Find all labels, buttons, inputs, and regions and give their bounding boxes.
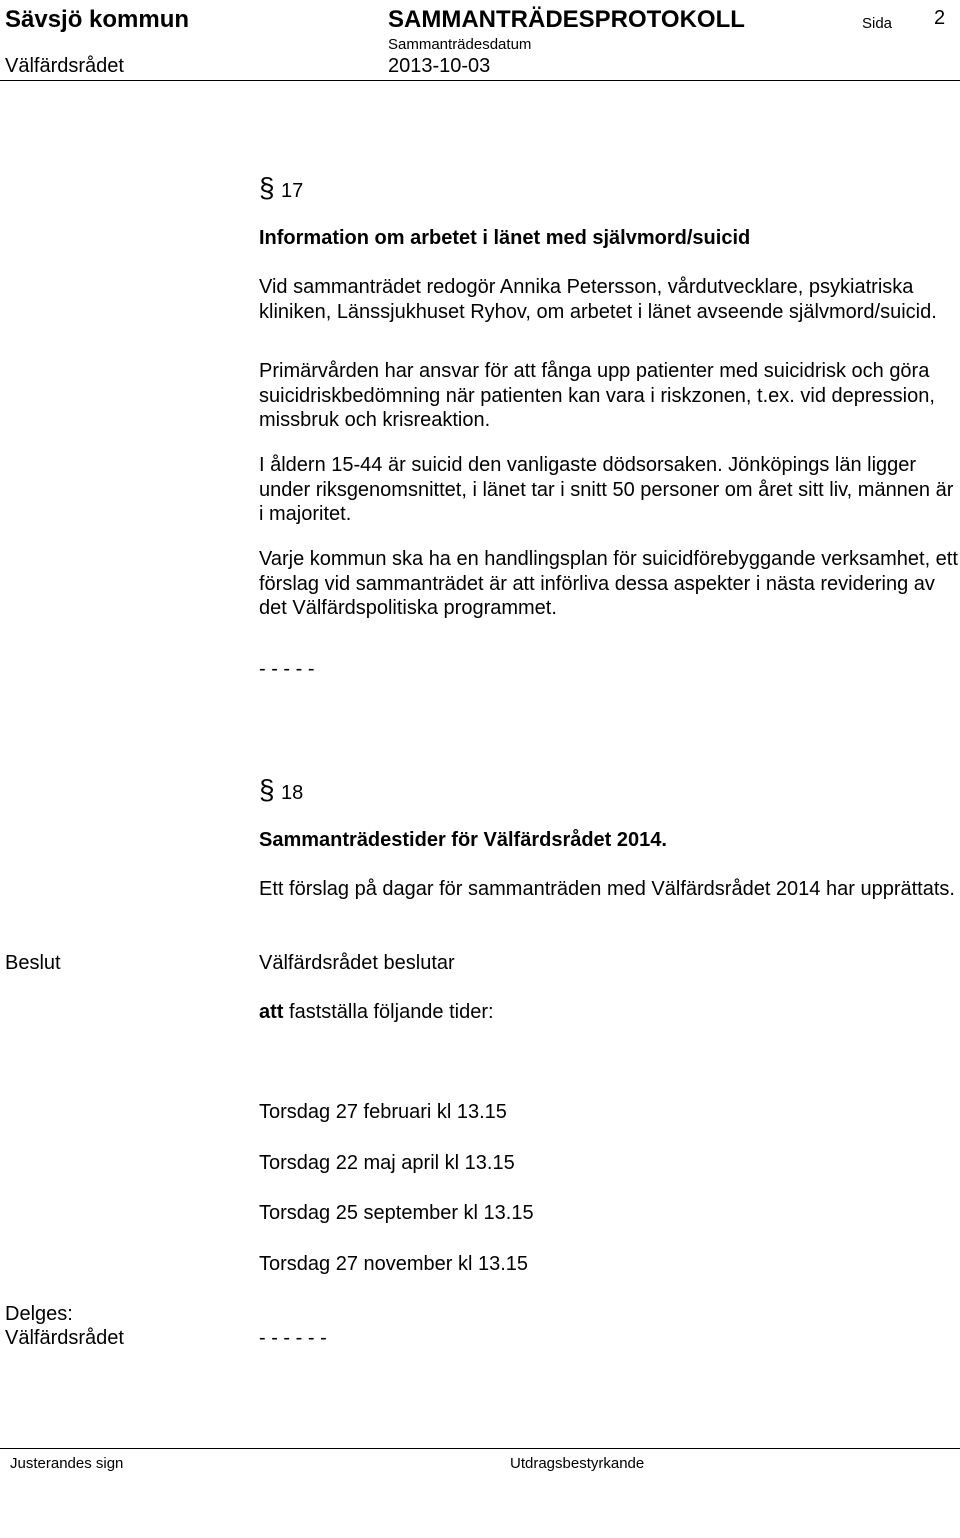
section-18-heading: Sammanträdestider för Välfärdsrådet 2014. bbox=[259, 829, 667, 851]
section-symbol: § bbox=[259, 172, 275, 203]
meeting-date-item: Torsdag 27 februari kl 13.15 bbox=[259, 1101, 507, 1123]
header-rule bbox=[0, 80, 960, 81]
meeting-date-item: Torsdag 25 september kl 13.15 bbox=[259, 1202, 534, 1224]
decision-label: Beslut bbox=[5, 952, 61, 974]
meeting-date: 2013-10-03 bbox=[388, 55, 491, 77]
att-text: fastställa följande tider: bbox=[289, 1001, 494, 1023]
section-number: 17 bbox=[281, 180, 304, 202]
distribution-recipient: Välfärdsrådet bbox=[5, 1327, 124, 1349]
municipality-name: Sävsjö kommun bbox=[5, 6, 190, 33]
date-label: Sammanträdesdatum bbox=[388, 36, 532, 53]
section-18-marker bbox=[259, 776, 303, 806]
section-17-paragraph-1: Vid sammanträdet redogör Annika Petersson, vårdutvecklare, psykiatriska kliniken, Länssjukhuset Ryhov, om arbetet i länet avseende självmord/suicid. bbox=[259, 276, 937, 323]
page-label: Sida bbox=[862, 15, 893, 32]
att-word: att bbox=[259, 1001, 284, 1023]
section-number: 18 bbox=[281, 782, 304, 804]
board-name: Välfärdsrådet bbox=[5, 55, 124, 77]
section-17-marker bbox=[259, 174, 303, 204]
section-symbol: § bbox=[259, 774, 275, 805]
utdragsbestyrkande-label: Utdragsbestyrkande bbox=[510, 1455, 645, 1472]
distribution-separator: - - - - - - bbox=[259, 1327, 327, 1349]
page-number: 2 bbox=[934, 7, 946, 29]
justerandes-sign-label: Justerandes sign bbox=[10, 1455, 124, 1472]
meeting-date-item: Torsdag 27 november kl 13.15 bbox=[259, 1252, 529, 1275]
meeting-dates-list bbox=[259, 1100, 534, 1302]
distribution-label: Delges: bbox=[5, 1303, 73, 1325]
footer-rule bbox=[0, 1448, 960, 1449]
section-17-heading: Information om arbetet i länet med självmord/suicid bbox=[259, 227, 751, 249]
section-17-paragraph-2: Primärvården har ansvar för att fånga upp patienter med suicidrisk och göra suicidriskbedömning när patienten kan vara i riskzonen, t.ex. vid depression, missbruk och krisreaktion. bbox=[259, 360, 935, 431]
meeting-date-item: Torsdag 22 maj april kl 13.15 bbox=[259, 1151, 515, 1174]
section-17-paragraph-4: Varje kommun ska ha en handlingsplan för suicidförebyggande verksamhet, ett förslag vid sammanträdet är att införliva dessa aspekter i nästa revidering av det Välfärdspolitiska programmet. bbox=[259, 548, 958, 619]
document-title: SAMMANTRÄDESPROTOKOLL bbox=[388, 6, 745, 33]
section-17-separator: - - - - - bbox=[259, 658, 315, 680]
section-17-paragraph-3: I åldern 15-44 är suicid den vanligaste dödsorsaken. Jönköpings län ligger under riksgenomsnittet, i länet tar i snitt 50 personer om året sitt liv, männen är i majoritet. bbox=[259, 454, 954, 525]
att-clause bbox=[259, 1000, 494, 1025]
decision-text: Välfärdsrådet beslutar bbox=[259, 952, 455, 974]
section-18-intro: Ett förslag på dagar för sammanträden med Välfärdsrådet 2014 har upprättats. bbox=[259, 878, 955, 900]
